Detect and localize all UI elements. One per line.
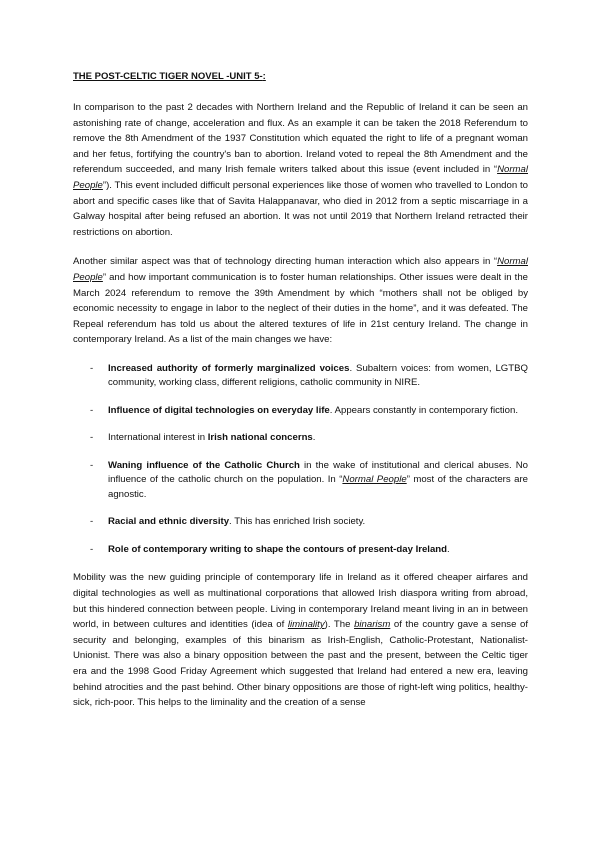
normal-people-reference: Normal People bbox=[342, 474, 407, 486]
binarism-term: binarism bbox=[354, 619, 391, 631]
list-item: - Racial and ethnic diversity. This has enriched Irish society. bbox=[90, 516, 366, 528]
liminality-term: liminality bbox=[287, 619, 325, 631]
list-item: - Influence of digital technologies on everyday life. Appears constantly in contemporary fiction. bbox=[90, 404, 519, 416]
list-item: - International interest in Irish national concerns. bbox=[90, 432, 316, 444]
list-item: - Increased authority of formerly marginalized voices. Subaltern voices: from women, LGTBQ community, working class, different religions, catholic community in NIRE. bbox=[90, 362, 528, 389]
document-page bbox=[73, 70, 528, 711]
paragraph-technology: Another similar aspect was that of technology directing human interaction which also appears in “Normal People” and how important communication is to foster human relationships. Other issues were dealt in the March 2024 referendum to remove the 39th Amendment by which “mothers shall not be obliged by economic necessity to engage in labor to the neglect of their duties in the home”, and it was defeated. The Repeal referendum has told us about the altered textures of life in 21st century Ireland. The change in contemporary Ireland. As a list of the main changes we have: bbox=[73, 256, 528, 346]
list-item: - Role of contemporary writing to shape the contours of present-day Ireland. bbox=[90, 543, 450, 555]
paragraph-mobility: Mobility was the new guiding principle of contemporary life in Ireland as it offered cheaper airfares and digital technologies as well as multinational corporations that allowed Irish diaspora writing from abroad, but this hindered connection between people. Living in contemporary Ireland meant living in an in between world, in between cultures and identities (idea of liminality). The binarism of the country gave a sense of security and belonging, examples of this binarism as Irish-English, Catholic-Protestant, Nationalist-Unionist. There was also a binary opposition between the past and the present, between the Celtic tiger era and the 1998 Good Friday Agreement which suggested that Ireland had entered a new era, leaving behind atrocities and the past behind. Other binary oppositions are those of right-left wing politics, healthy-sick, rich-poor. This helps to the liminality and the creation of a sense bbox=[73, 572, 528, 709]
page-title: THE POST-CELTIC TIGER NOVEL -UNIT 5-: bbox=[73, 71, 266, 82]
paragraph-referendum: In comparison to the past 2 decades with Northern Ireland and the Republic of Ireland it can be seen an astonishing rate of change, acceleration and flux. As an example it can be taken the 2018 Referendum to remove the 8th Amendment of the 1937 Constitution which equated the right to life of a pregnant woman and her fetus, fortifying the country's ban to abortion. Ireland voted to repeal the 8th Amendment and the referendum succeeded, and many Irish female writers talked about this issue (event included in “Normal People”). This event included difficult personal experiences like those of women who travelled to London to abort and specific cases like that of Savita Halappanavar, who died in 2012 from a septic miscarriage in a Galway hospital after being refused an abortion. It was not until 2019 that Northern Ireland retracted their restrictions on abortion. bbox=[73, 102, 528, 238]
changes-list bbox=[73, 362, 528, 558]
normal-people-reference: Normal People bbox=[73, 256, 528, 283]
list-item: - Waning influence of the Catholic Church in the wake of institutional and clerical abuses. No influence of the catholic church on the population. In “Normal People” most of the characters are agnostic. bbox=[90, 459, 529, 500]
normal-people-reference: Normal People bbox=[73, 164, 528, 191]
